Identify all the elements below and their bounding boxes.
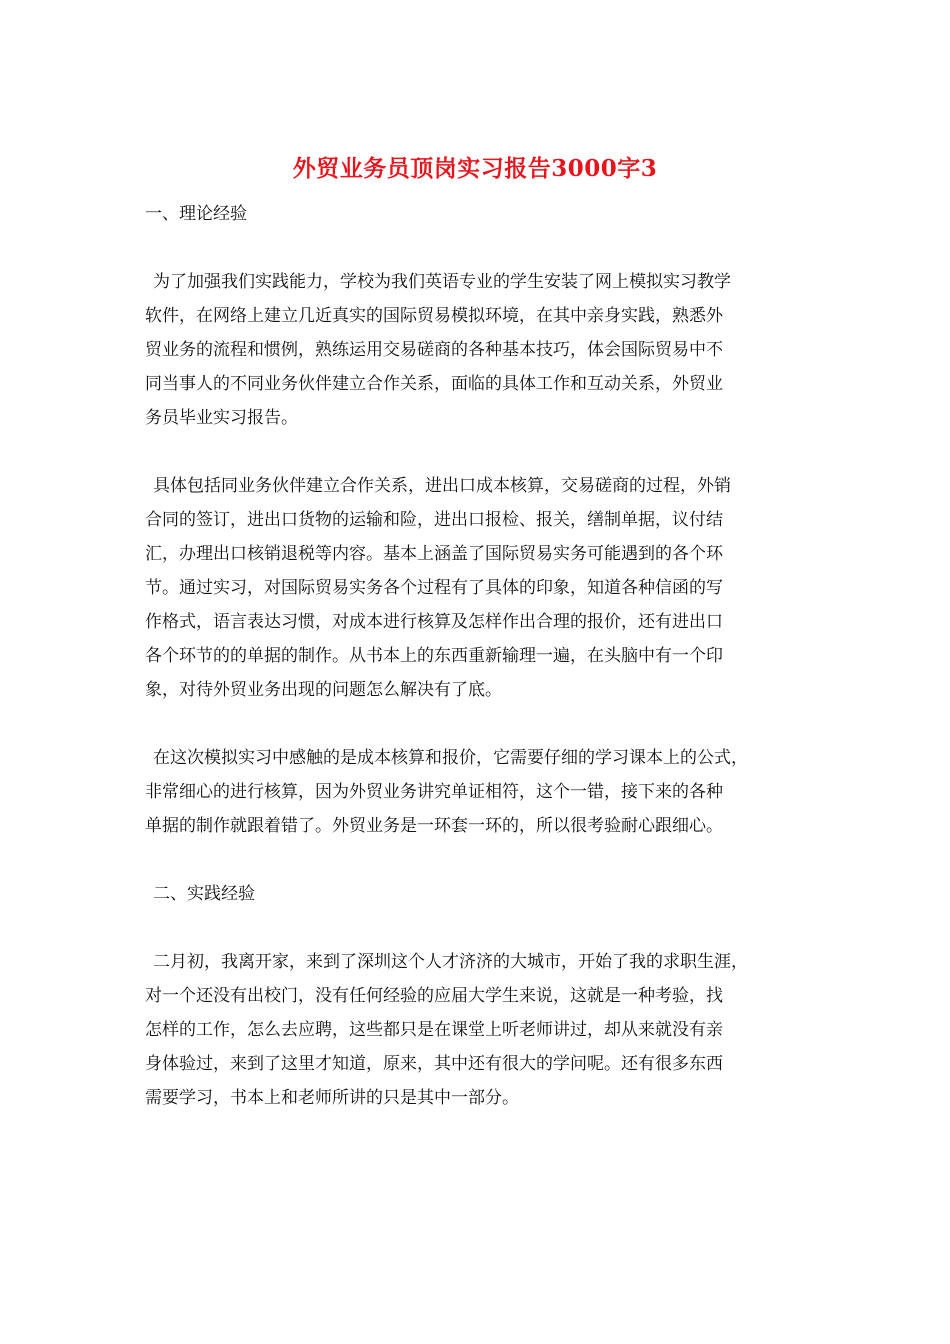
paragraph-line: 具体包括同业务伙伴建立合作关系，进出口成本核算，交易磋商的过程，外销 [153, 476, 731, 496]
paragraph-line: 贸业务的流程和惯例，熟练运用交易磋商的各种基本技巧，体会国际贸易中不 [145, 340, 723, 360]
paragraph-line: 身体验过，来到了这里才知道，原来，其中还有很大的学问呢。还有很多东西 [145, 1054, 723, 1074]
paragraph-line: 二月初，我离开家，来到了深圳这个人才济济的大城市，开始了我的求职生涯， [153, 952, 748, 972]
paragraph-line: 单据的制作就跟着错了。外贸业务是一环套一环的，所以很考验耐心跟细心。 [145, 816, 723, 836]
paragraph-line: 各个环节的的单据的制作。从书本上的东西重新输理一遍，在头脑中有一个印 [145, 646, 723, 666]
section-heading-practice: 二、实践经验 [153, 884, 255, 904]
document-title: 外贸业务员顶岗实习报告3000字3 [292, 155, 658, 182]
paragraph-line: 为了加强我们实践能力，学校为我们英语专业的学生安装了网上模拟实习教学 [153, 272, 731, 292]
document-body [145, 197, 815, 1149]
section-heading-theory: 一、理论经验 [145, 204, 247, 224]
paragraph-line: 需要学习，书本上和老师所讲的只是其中一部分。 [145, 1088, 519, 1108]
paragraph-line: 同当事人的不同业务伙伴建立合作关系，面临的具体工作和互动关系，外贸业 [145, 374, 723, 394]
paragraph [145, 265, 815, 435]
paragraph [145, 945, 815, 1115]
paragraph-line: 软件，在网络上建立几近真实的国际贸易模拟环境，在其中亲身实践，熟悉外 [145, 306, 723, 326]
paragraph-line: 非常细心的进行核算，因为外贸业务讲究单证相符，这个一错，接下来的各种 [145, 782, 723, 802]
paragraph-line: 节。通过实习，对国际贸易实务各个过程有了具体的印象，知道各种信函的写 [145, 578, 723, 598]
paragraph-line: 在这次模拟实习中感触的是成本核算和报价，它需要仔细的学习课本上的公式， [153, 748, 748, 768]
paragraph-line: 作格式，语言表达习惯，对成本进行核算及怎样作出合理的报价，还有进出口 [145, 612, 723, 632]
paragraph-line: 象，对待外贸业务出现的问题怎么解决有了底。 [145, 680, 502, 700]
paragraph-line: 汇，办理出口核销退税等内容。基本上涵盖了国际贸易实务可能遇到的各个环 [145, 544, 723, 564]
paragraph [145, 741, 815, 843]
paragraph-line: 务员毕业实习报告。 [145, 408, 298, 428]
paragraph [145, 469, 815, 707]
paragraph-line: 合同的签订，进出口货物的运输和险，进出口报检、报关，缮制单据，议付结 [145, 510, 723, 530]
paragraph-line: 怎样的工作，怎么去应聘，这些都只是在课堂上听老师讲过，却从来就没有亲 [145, 1020, 723, 1040]
paragraph-line: 对一个还没有出校门，没有任何经验的应届大学生来说，这就是一种考验，找 [145, 986, 723, 1006]
